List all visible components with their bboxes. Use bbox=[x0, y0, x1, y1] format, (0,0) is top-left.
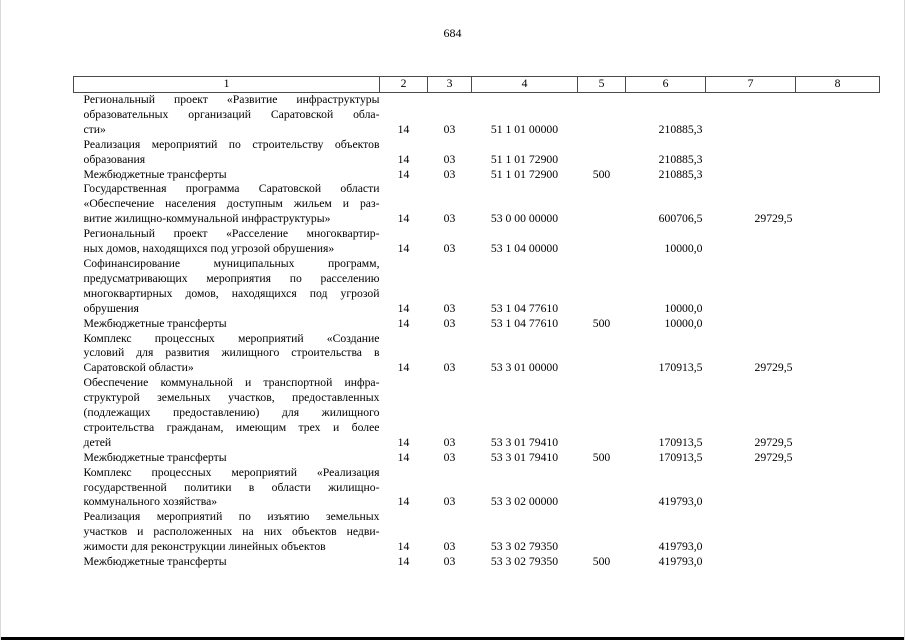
name-line: Реализация мероприятий по изъятию земельных bbox=[83, 510, 380, 524]
row-value-cell bbox=[578, 510, 626, 555]
name-line: Саратовской области» bbox=[83, 361, 194, 375]
row-value-cell bbox=[796, 376, 880, 451]
row-value-cell bbox=[796, 257, 880, 317]
table-row bbox=[74, 93, 880, 138]
row-value-cell: 51 1 01 72900 bbox=[490, 152, 559, 166]
row-value-cell: 14 bbox=[397, 242, 410, 256]
row-name-cell bbox=[74, 466, 380, 511]
budget-table-head bbox=[74, 77, 880, 93]
row-value-cell bbox=[578, 257, 626, 317]
table-row bbox=[74, 257, 880, 317]
row-value-cell bbox=[796, 451, 880, 466]
row-value-cell: 500 bbox=[592, 555, 611, 569]
row-value-cell: 51 1 01 00000 bbox=[490, 122, 559, 136]
name-line: Обеспечение коммунальной и транспортной инфра- bbox=[83, 376, 380, 390]
row-value-cell bbox=[706, 168, 796, 183]
row-value-cell bbox=[578, 376, 626, 451]
row-value-cell: 03 bbox=[443, 301, 456, 315]
column-header-7: 7 bbox=[706, 77, 796, 93]
row-value-cell: 29729,5 bbox=[754, 450, 793, 464]
row-value-cell: 14 bbox=[397, 301, 410, 315]
table-row bbox=[74, 182, 880, 227]
row-value-cell: 53 0 00 00000 bbox=[490, 212, 559, 226]
column-header-3: 3 bbox=[428, 77, 472, 93]
row-name-cell bbox=[74, 93, 380, 138]
row-value-cell: 600706,5 bbox=[658, 212, 703, 226]
row-value-cell: 53 3 01 79410 bbox=[490, 450, 559, 464]
name-line: сти» bbox=[83, 122, 106, 136]
name-line: образования bbox=[83, 152, 146, 166]
row-value-cell: 14 bbox=[397, 167, 410, 181]
table-row bbox=[74, 466, 880, 511]
row-value-cell: 10000,0 bbox=[664, 301, 703, 315]
row-value-cell: 03 bbox=[443, 316, 456, 330]
budget-table-body bbox=[74, 93, 880, 571]
row-value-cell: 53 3 02 79350 bbox=[490, 555, 559, 569]
row-value-cell: 14 bbox=[397, 555, 410, 569]
name-line: строительства гражданам, имеющим трех и более bbox=[83, 420, 380, 434]
row-name-cell bbox=[74, 332, 380, 377]
row-name-cell bbox=[74, 138, 380, 168]
row-value-cell bbox=[796, 138, 880, 168]
row-value-cell: 51 1 01 72900 bbox=[490, 167, 559, 181]
row-value-cell: 170913,5 bbox=[658, 450, 703, 464]
row-value-cell: 14 bbox=[397, 435, 410, 449]
row-value-cell: 210885,3 bbox=[658, 122, 703, 136]
name-line: Софинансирование муниципальных программ, bbox=[83, 256, 380, 270]
column-header-5: 5 bbox=[578, 77, 626, 93]
row-value-cell: 10000,0 bbox=[664, 242, 703, 256]
row-value-cell: 29729,5 bbox=[754, 212, 793, 226]
name-line: образовательных организаций Саратовской обла- bbox=[83, 107, 380, 121]
name-line: витие жилищно-коммунальной инфраструктуры» bbox=[83, 212, 331, 226]
row-value-cell bbox=[578, 93, 626, 138]
row-value-cell: 14 bbox=[397, 212, 410, 226]
row-value-cell: 03 bbox=[443, 450, 456, 464]
table-row bbox=[74, 168, 880, 183]
name-line: Региональный проект «Развитие инфраструктуры bbox=[83, 93, 380, 106]
row-value-cell bbox=[578, 332, 626, 377]
name-line: ных домов, находящихся под угрозой обрушения» bbox=[83, 242, 335, 256]
name-line: Комплекс процессных мероприятий «Создание bbox=[83, 331, 380, 345]
name-line: Региональный проект «Расселение многоквартир- bbox=[83, 227, 380, 241]
row-value-cell: 03 bbox=[443, 540, 456, 554]
row-name-cell bbox=[74, 182, 380, 227]
row-value-cell: 210885,3 bbox=[658, 167, 703, 181]
row-value-cell: 10000,0 bbox=[664, 316, 703, 330]
row-value-cell: 419793,0 bbox=[658, 540, 703, 554]
column-header-4: 4 bbox=[472, 77, 578, 93]
row-value-cell: 14 bbox=[397, 495, 410, 509]
row-value-cell: 29729,5 bbox=[754, 361, 793, 375]
row-value-cell: 53 3 01 00000 bbox=[490, 361, 559, 375]
row-value-cell: 14 bbox=[397, 450, 410, 464]
name-line: Реализация мероприятий по строительству объектов bbox=[83, 137, 380, 151]
row-value-cell: 53 1 04 77610 bbox=[490, 301, 559, 315]
row-value-cell: 500 bbox=[592, 450, 611, 464]
name-line: «Обеспечение населения доступным жильем и раз- bbox=[83, 197, 380, 211]
name-line: предусматривающих мероприятия по расселению bbox=[83, 271, 380, 285]
row-value-cell bbox=[706, 93, 796, 138]
name-line: Межбюджетные трансферты bbox=[83, 450, 227, 464]
row-value-cell: 500 bbox=[592, 316, 611, 330]
row-value-cell: 14 bbox=[397, 540, 410, 554]
name-line: Межбюджетные трансферты bbox=[83, 555, 227, 569]
page-number: 684 bbox=[443, 26, 462, 40]
table-row bbox=[74, 510, 880, 555]
row-value-cell bbox=[796, 227, 880, 257]
row-value-cell bbox=[796, 466, 880, 511]
row-value-cell bbox=[796, 555, 880, 570]
name-line: детей bbox=[83, 435, 112, 449]
row-name-cell bbox=[74, 168, 380, 183]
row-value-cell: 03 bbox=[443, 212, 456, 226]
column-header-6: 6 bbox=[626, 77, 706, 93]
table-row bbox=[74, 332, 880, 377]
row-value-cell: 170913,5 bbox=[658, 435, 703, 449]
row-value-cell: 53 1 04 77610 bbox=[490, 316, 559, 330]
table-row bbox=[74, 376, 880, 451]
row-value-cell: 14 bbox=[397, 122, 410, 136]
name-line: Межбюджетные трансферты bbox=[83, 316, 227, 330]
name-line: условий для развития жилищного строительства в bbox=[83, 346, 380, 360]
row-name-cell bbox=[74, 376, 380, 451]
name-line: участков и расположенных на них объектов недви- bbox=[83, 525, 380, 539]
name-line: Государственная программа Саратовской области bbox=[83, 182, 380, 196]
row-value-cell: 03 bbox=[443, 122, 456, 136]
row-name-cell bbox=[74, 510, 380, 555]
row-value-cell bbox=[706, 227, 796, 257]
row-value-cell bbox=[578, 138, 626, 168]
row-value-cell bbox=[796, 510, 880, 555]
row-name-cell bbox=[74, 555, 380, 570]
row-value-cell bbox=[706, 138, 796, 168]
table-row bbox=[74, 138, 880, 168]
row-value-cell: 210885,3 bbox=[658, 152, 703, 166]
row-value-cell: 14 bbox=[397, 152, 410, 166]
row-value-cell: 170913,5 bbox=[658, 361, 703, 375]
row-value-cell: 29729,5 bbox=[754, 435, 793, 449]
column-header-8: 8 bbox=[796, 77, 880, 93]
row-value-cell bbox=[796, 317, 880, 332]
row-value-cell: 03 bbox=[443, 435, 456, 449]
table-row bbox=[74, 451, 880, 466]
column-header-2: 2 bbox=[380, 77, 428, 93]
row-value-cell: 53 3 01 79410 bbox=[490, 435, 559, 449]
row-value-cell: 03 bbox=[443, 361, 456, 375]
row-value-cell bbox=[578, 466, 626, 511]
name-line: многоквартирных домов, находящихся под угрозой bbox=[83, 286, 380, 300]
name-line: коммунального хозяйства» bbox=[83, 495, 218, 509]
row-value-cell: 03 bbox=[443, 167, 456, 181]
name-line: обрушения bbox=[83, 301, 139, 315]
table-row bbox=[74, 317, 880, 332]
row-value-cell: 03 bbox=[443, 555, 456, 569]
row-value-cell bbox=[796, 168, 880, 183]
row-value-cell bbox=[578, 182, 626, 227]
name-line: Комплекс процессных мероприятий «Реализация bbox=[83, 465, 380, 479]
name-line: (подлежащих предоставлению) для жилищного bbox=[83, 406, 380, 420]
name-line: жимости для реконструкции линейных объектов bbox=[83, 540, 326, 554]
table-row bbox=[74, 555, 880, 570]
row-value-cell: 53 3 02 00000 bbox=[490, 495, 559, 509]
table-row bbox=[74, 227, 880, 257]
row-value-cell: 14 bbox=[397, 361, 410, 375]
name-line: структурой земельных участков, предоставленных bbox=[83, 391, 380, 405]
row-value-cell: 03 bbox=[443, 152, 456, 166]
row-value-cell bbox=[706, 257, 796, 317]
row-name-cell bbox=[74, 451, 380, 466]
row-value-cell bbox=[706, 466, 796, 511]
row-value-cell: 14 bbox=[397, 316, 410, 330]
row-name-cell bbox=[74, 257, 380, 317]
name-line: Межбюджетные трансферты bbox=[83, 167, 227, 181]
column-header-1: 1 bbox=[74, 77, 380, 93]
name-line: государственной политики в области жилищно- bbox=[83, 480, 380, 494]
row-value-cell: 419793,0 bbox=[658, 555, 703, 569]
row-value-cell: 03 bbox=[443, 242, 456, 256]
row-value-cell bbox=[796, 332, 880, 377]
row-name-cell bbox=[74, 317, 380, 332]
row-value-cell bbox=[706, 317, 796, 332]
row-value-cell: 500 bbox=[592, 167, 611, 181]
table-header-row bbox=[74, 77, 880, 93]
row-value-cell: 53 3 02 79350 bbox=[490, 540, 559, 554]
row-value-cell: 419793,0 bbox=[658, 495, 703, 509]
row-value-cell bbox=[706, 555, 796, 570]
row-value-cell bbox=[796, 182, 880, 227]
budget-table bbox=[73, 76, 880, 570]
row-value-cell: 53 1 04 00000 bbox=[490, 242, 559, 256]
row-value-cell bbox=[796, 93, 880, 138]
row-value-cell bbox=[706, 510, 796, 555]
row-name-cell bbox=[74, 227, 380, 257]
row-value-cell bbox=[578, 227, 626, 257]
row-value-cell: 03 bbox=[443, 495, 456, 509]
